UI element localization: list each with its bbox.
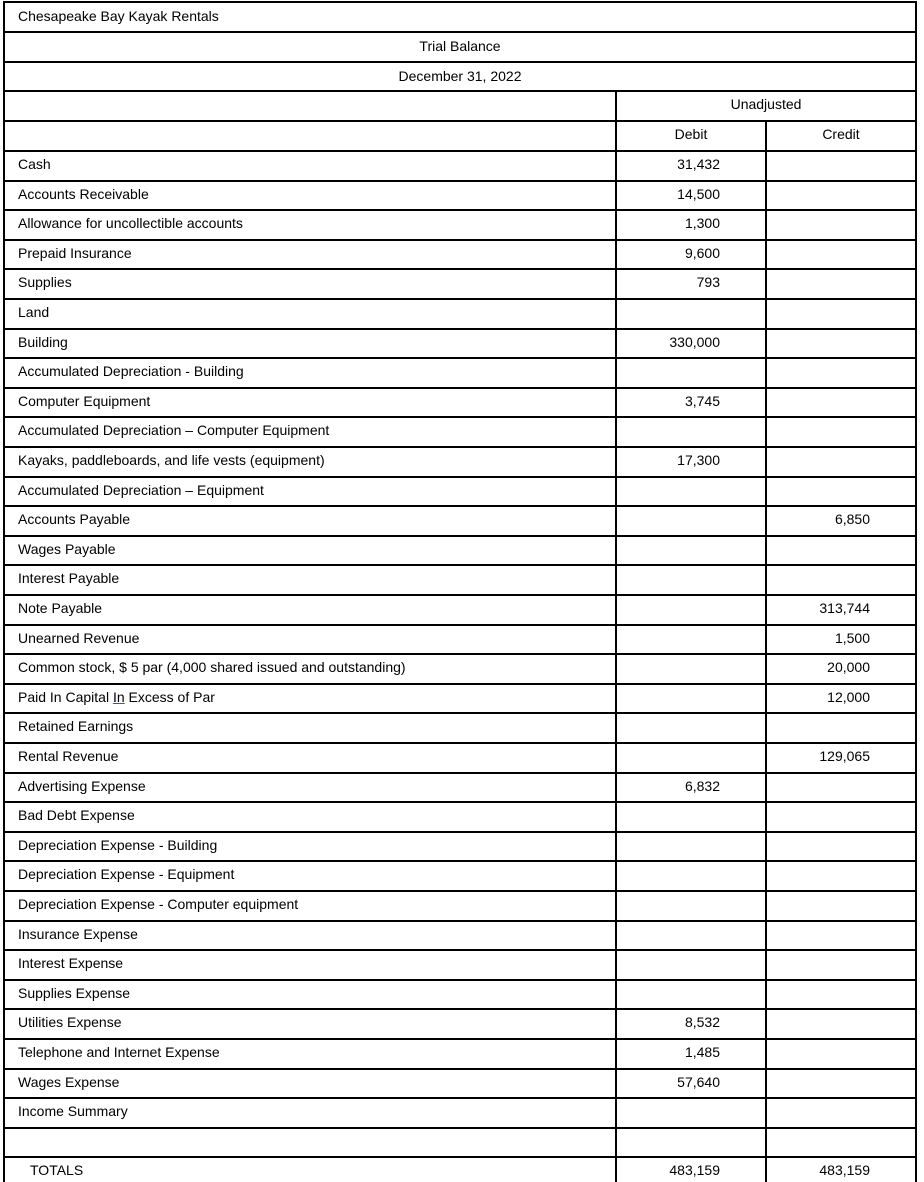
grid-line-h [4, 120, 916, 122]
account-name: Wages Payable [18, 540, 116, 557]
credit-value: 6,850 [834, 511, 870, 528]
account-name: Common stock, $ 5 par (4,000 shared issued and outstanding) [18, 659, 406, 676]
grid-line-h [4, 594, 916, 596]
grid-line-h [4, 446, 916, 448]
grid-line-v [915, 1, 917, 1182]
debit-value: 17,300 [677, 452, 720, 468]
grid-line-h [4, 860, 916, 862]
totals-label: TOTALS [30, 1162, 84, 1179]
credit-value: 12,000 [827, 688, 870, 705]
grid-line-h [4, 180, 916, 182]
account-name: Allowance for uncollectible accounts [18, 215, 243, 232]
grid-line-h [4, 653, 916, 655]
account-name [18, 688, 215, 706]
account-name: Depreciation Expense - Computer equipment [18, 896, 299, 912]
grid-line-h [4, 624, 916, 626]
debit-value: 793 [696, 274, 720, 291]
grid-line-h [4, 1008, 916, 1010]
account-name: Accumulated Depreciation – Equipment [18, 481, 264, 498]
debit-header: Debit [674, 126, 708, 142]
debit-value: 31,432 [677, 156, 720, 172]
debit-value: 57,640 [677, 1073, 720, 1090]
account-name: Kayaks, paddleboards, and life vests (equipment) [18, 452, 325, 468]
grid-line-h [4, 683, 916, 685]
account-name: Advertising Expense [18, 777, 146, 794]
grid-line-h [4, 90, 916, 92]
debit-value: 330,000 [669, 333, 720, 350]
report-title: Trial Balance [419, 38, 501, 54]
credit-value: 1,500 [834, 629, 870, 646]
grid-line-h [4, 890, 916, 892]
grid-line-h [4, 476, 916, 478]
account-name: Depreciation Expense - Equipment [18, 866, 235, 883]
account-name: Bad Debt Expense [18, 807, 135, 824]
grid-line-h [4, 979, 916, 981]
grid-line-h [4, 801, 916, 803]
grid-line-h [4, 920, 916, 922]
account-name: Supplies [18, 274, 72, 291]
account-name: Supplies Expense [18, 984, 131, 1001]
debit-value: 1,485 [684, 1044, 720, 1060]
credit-value: 313,744 [819, 600, 870, 616]
account-name-part: In [112, 688, 125, 705]
grid-line-h [4, 1038, 916, 1040]
grid-line-h [4, 298, 916, 300]
account-name-part: Paid In Capital [18, 688, 113, 705]
debit-value: 3,745 [684, 392, 720, 409]
account-name: Utilities Expense [18, 1014, 122, 1031]
account-name: Building [18, 333, 68, 350]
account-name: Accounts Payable [18, 511, 131, 528]
grid-line-h [4, 61, 916, 63]
unadjusted-header: Unadjusted [730, 96, 802, 112]
grid-line-h [4, 831, 916, 833]
total-debit: 483,159 [669, 1162, 720, 1179]
account-name: Wages Expense [18, 1073, 120, 1090]
account-name: Depreciation Expense - Building [18, 836, 218, 853]
grid-line-v [3, 1, 5, 1182]
grid-line-h [4, 209, 916, 211]
debit-value: 8,532 [684, 1014, 720, 1031]
credit-value: 20,000 [827, 659, 870, 676]
grid-line-h [4, 387, 916, 389]
account-name: Prepaid Insurance [18, 244, 132, 261]
grid-line-h [4, 712, 916, 714]
grid-line-h [4, 268, 916, 270]
grid-line-h [4, 150, 916, 152]
report-date: December 31, 2022 [398, 68, 522, 84]
account-name: Computer Equipment [18, 392, 151, 409]
debit-value: 1,300 [684, 215, 720, 232]
total-credit: 483,159 [819, 1162, 870, 1179]
grid-line-h [4, 1127, 916, 1129]
grid-line-h [4, 1, 916, 3]
account-name: Cash [18, 156, 51, 172]
debit-value: 6,832 [684, 777, 720, 794]
grid-line-h [4, 742, 916, 744]
grid-line-h [4, 31, 916, 33]
grid-line-h [4, 1156, 916, 1158]
company-name: Chesapeake Bay Kayak Rentals [18, 8, 219, 24]
account-name: Interest Expense [18, 955, 124, 972]
account-name: Accumulated Depreciation - Building [18, 363, 244, 380]
grid-line-h [4, 1068, 916, 1070]
account-name-part: Excess of Par [124, 688, 215, 705]
grid-line-h [4, 949, 916, 951]
account-name: Retained Earnings [18, 718, 134, 735]
account-name: Telephone and Internet Expense [18, 1044, 220, 1060]
account-name: Land [18, 304, 50, 320]
debit-value: 14,500 [677, 185, 720, 202]
grid-line-h [4, 505, 916, 507]
account-name: Income Summary [18, 1103, 128, 1120]
debit-value: 9,600 [684, 244, 720, 261]
account-name: Unearned Revenue [18, 629, 140, 646]
account-name: Note Payable [18, 600, 103, 616]
grid-line-h [4, 564, 916, 566]
grid-line-h [4, 328, 916, 330]
grid-line-v [765, 121, 767, 1182]
account-name: Rental Revenue [18, 748, 119, 764]
account-name: Insurance Expense [18, 925, 138, 942]
account-name: Accounts Receivable [18, 185, 149, 202]
grid-line-h [4, 239, 916, 241]
grid-line-h [4, 772, 916, 774]
grid-line-h [4, 357, 916, 359]
grid-line-h [4, 535, 916, 537]
credit-value: 129,065 [819, 748, 870, 764]
account-name: Accumulated Depreciation – Computer Equipment [18, 422, 330, 439]
credit-header: Credit [822, 126, 860, 142]
account-name: Interest Payable [18, 570, 120, 587]
grid-line-h [4, 1097, 916, 1099]
grid-line-h [4, 416, 916, 418]
